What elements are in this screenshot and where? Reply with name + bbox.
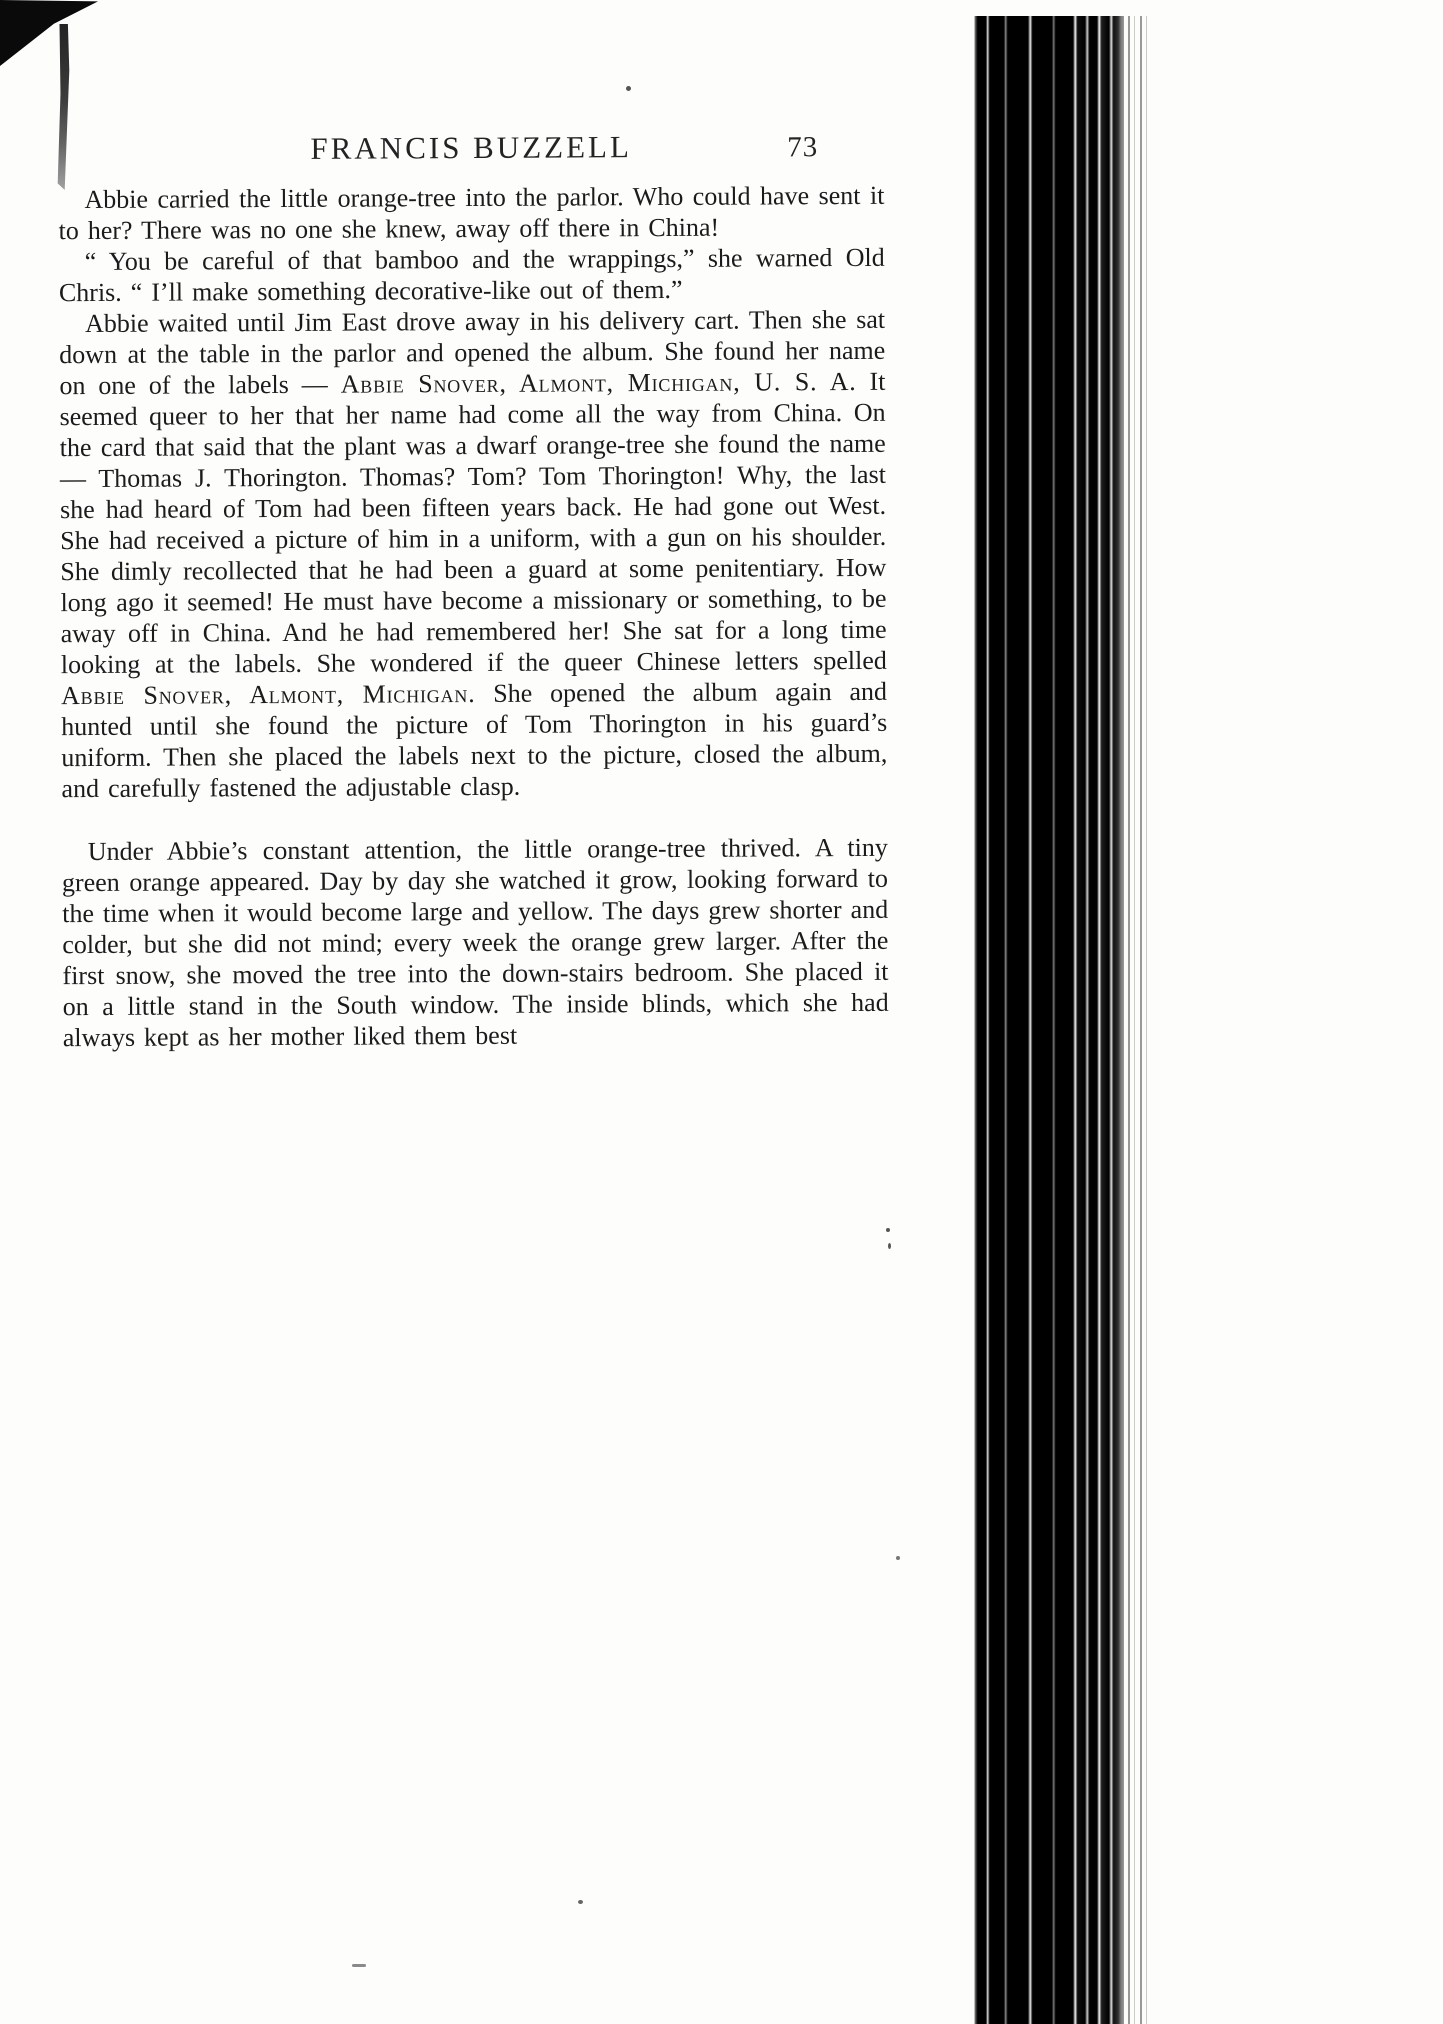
ink-speck <box>886 1228 890 1232</box>
paragraph-3 <box>59 304 888 804</box>
text-run: Abbie waited until Jim East drove away in his delivery cart. Then she sat down at the table in the parlor and opened the album. She found her name on one of the labels — <box>59 304 886 401</box>
smallcaps-label-name: Abbie Snover, Almont, Michigan, U. S. A. <box>340 366 857 399</box>
ink-speck <box>888 1243 891 1249</box>
paragraph-2: “ You be careful of that bamboo and the wrappings,” she warned Old Chris. “ I’ll make something decorative-like out of them.” <box>58 242 885 308</box>
ink-speck <box>352 1964 366 1967</box>
text-run: It seemed queer to her that her name had come all the way from China. On the card that said that the plant was a dwarf orange-tree she found the name — Thomas J. Thorington. Thomas? Tom? Tom Thorington! Why, the last she had heard of Tom had been fifteen years back. He had gone out West. She had received a picture of him in a uniform, with a gun on his shoulder. She dimly recollected that he had been a guard at some penitentiary. How long ago it seemed! He must have become a missionary or something, to be away off in China. And he had remembered her! She sat for a long time looking at the labels. She wondered if the queer Chinese letters spelled <box>59 366 887 680</box>
ink-speck <box>896 1556 900 1560</box>
ink-speck <box>578 1900 583 1904</box>
paragraph-4: Under Abbie’s constant attention, the little orange-tree thrived. A tiny green orange appeared. Day by day she watched it grow, looking forward to the time when it would become large and yellow. The days grew shorter and colder, but she did not mind; every week the orange grew larger. After the first snow, she moved the tree into the down-stairs bedroom. She placed it on a little stand in the South window. The inside blinds, which she had always kept as her mother liked them best <box>61 832 889 1053</box>
scan-binding-streaks <box>1128 16 1152 2024</box>
page-number: 73 <box>787 131 819 164</box>
ink-speck <box>626 86 631 91</box>
scan-binding-band <box>974 16 1124 2024</box>
scan-corner-artifact <box>0 0 98 66</box>
paragraph-1: Abbie carried the little orange-tree into the parlor. Who could have sent it to her? There was no one she knew, away off there in China! <box>58 180 885 246</box>
smallcaps-label-name-repeat: Abbie Snover, Almont, Michigan. <box>60 678 476 711</box>
page-text-block <box>58 114 889 1053</box>
running-header-title: FRANCIS BUZZELL <box>310 129 632 166</box>
text-run: She opened the album again and hunted until she found the picture of Tom Thorington in his guard’s uniform. Then she placed the labels next to the picture, closed the album, and carefully fastened the adjustable clasp. <box>61 676 888 804</box>
running-header <box>58 114 884 168</box>
